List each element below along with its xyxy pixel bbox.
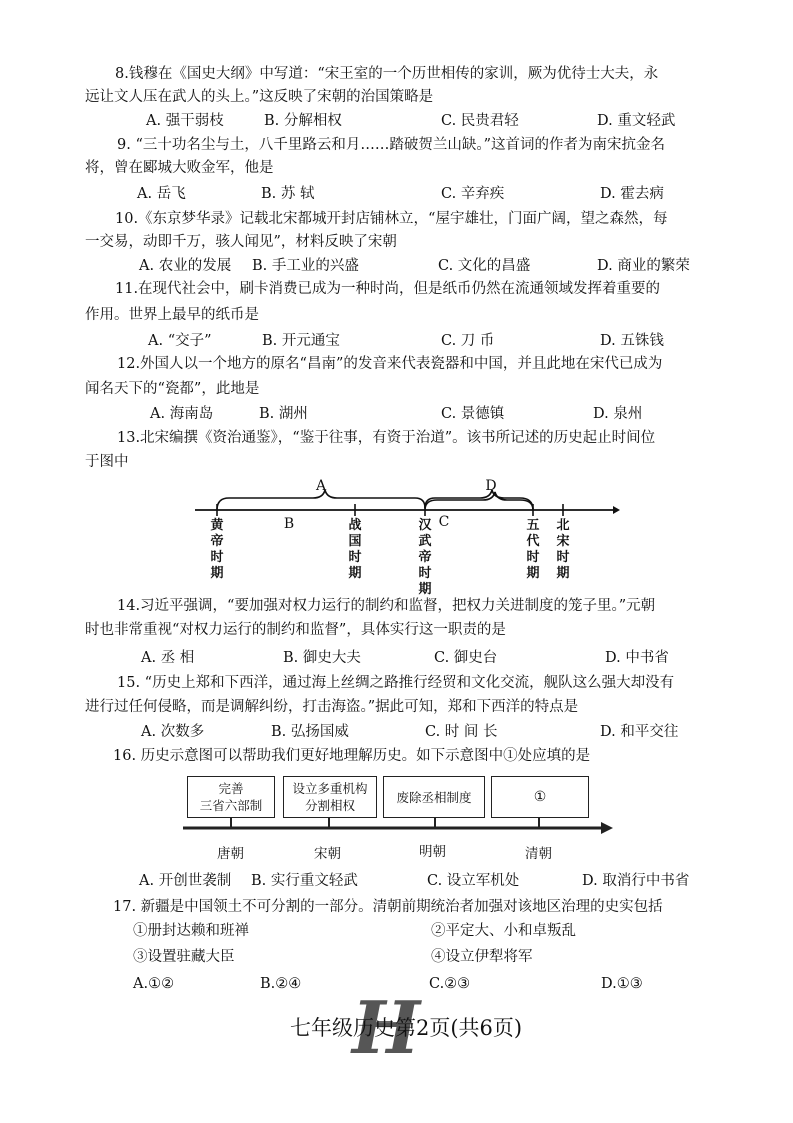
q14-option-d: D. 中书省 — [605, 650, 669, 666]
period-zhanguo: 战国时期 — [348, 518, 362, 581]
box-song-line1: 设立多重机构 — [292, 781, 368, 796]
q9-stem-line1: 9. “三十功名尘与土，八千里路云和月……踏破贺兰山缺。”这首词的作者为南宋抗金名 — [117, 137, 666, 153]
q16-option-a: A. 开创世袭制 — [139, 873, 232, 889]
dynasty-tang: 唐朝 — [217, 846, 244, 862]
box-song-line2: 分割相权 — [304, 798, 355, 813]
q17-option-d: D.①③ — [601, 976, 643, 992]
q15-option-b: B. 弘扬国威 — [271, 724, 349, 740]
q14-stem-line1: 14.习近平强调，“要加强对权力运行的制约和监督，把权力关进制度的笼子里。”元朝 — [117, 598, 656, 614]
q12-option-a: A. 海南岛 — [150, 406, 214, 422]
q17-option-a: A.①② — [133, 976, 175, 992]
box-tang — [187, 776, 275, 818]
q11-option-b: B. 开元通宝 — [262, 333, 340, 349]
q12-stem-line1: 12.外国人以一个地方的原名“昌南”的发音来代表瓷器和中国，并且此地在宋代已成为 — [117, 356, 663, 372]
q16-option-b: B. 实行重文轻武 — [251, 873, 358, 889]
box-ming — [383, 776, 485, 818]
q8-stem-line1: 8.钱穆在《国史大纲》中写道：“宋王室的一个历世相传的家训，厥为优待士大夫，永 — [115, 66, 659, 82]
q14-option-b: B. 御史大夫 — [283, 650, 361, 666]
q11-option-a: A. “交子” — [148, 333, 212, 349]
q17-item-2: ②平定大、小和卓叛乱 — [431, 923, 576, 939]
q16-option-d: D. 取消行中书省 — [582, 873, 690, 889]
q12-option-d: D. 泉州 — [593, 406, 643, 422]
q11-stem-line2: 作用。世界上最早的纸币是 — [85, 307, 259, 323]
dynasty-ming: 明朝 — [419, 844, 446, 860]
q9-option-a: A. 岳飞 — [137, 186, 186, 202]
q17-item-3: ③设置驻藏大臣 — [133, 949, 235, 965]
q16-stem-line1: 16. 历史示意图可以帮助我们更好地理解历史。如下示意图中①处应填的是 — [113, 748, 591, 764]
dynasty-song: 宋朝 — [314, 846, 341, 862]
q14-stem-line2: 时也非常重视“对权力运行的制约和监督”，具体实行这一职责的是 — [85, 622, 506, 638]
q10-stem-line2: 一交易，动即千万，骇人闻见”，材料反映了宋朝 — [85, 234, 397, 250]
q9-option-d: D. 霍去病 — [600, 186, 664, 202]
period-beisong: 北宋时期 — [556, 518, 570, 581]
segment-label-b: B — [283, 516, 295, 532]
dynasty-qing: 清朝 — [525, 846, 552, 862]
q12-option-b: B. 湖州 — [259, 406, 308, 422]
q13-stem-line1: 13.北宋编撰《资治通鉴》，“鉴于往事，有资于治道”。该书所记述的历史起止时间位 — [117, 430, 656, 446]
segment-label-c: C — [438, 514, 450, 530]
q10-stem-line1: 10.《东京梦华录》记载北宋都城开封店铺林立，“屋宇雄壮，门面广阔，望之森然，每 — [115, 211, 668, 227]
q17-item-4: ④设立伊犁将军 — [431, 949, 533, 965]
q15-option-c: C. 时 间 长 — [425, 724, 498, 740]
timeline-arrow-icon — [613, 506, 620, 514]
q10-option-b: B. 手工业的兴盛 — [252, 258, 359, 274]
q17-option-b: B.②④ — [260, 976, 302, 992]
box-tang-line1: 完善 — [218, 781, 244, 796]
q16-option-c: C. 设立军机处 — [427, 873, 520, 889]
q8-option-d: D. 重文轻武 — [597, 113, 676, 129]
q15-stem-line2: 进行过任何侵略，而是调解纠纷，打击海盗。”据此可知，郑和下西洋的特点是 — [85, 699, 579, 715]
q10-option-c: C. 文化的昌盛 — [438, 258, 531, 274]
q15-stem-line1: 15. “历史上郑和下西洋，通过海上丝绸之路推行经贸和文化交流，舰队这么强大却没有 — [117, 675, 675, 691]
dynasty-arrow-icon — [601, 822, 613, 834]
brace-d-left — [425, 492, 533, 510]
q11-option-c: C. 刀 币 — [441, 333, 495, 349]
q8-option-c: C. 民贵君轻 — [441, 113, 519, 129]
q8-stem-line2: 远让文人压在武人的头上。”这反映了宋朝的治国策略是 — [85, 89, 434, 105]
box-tang-line2: 三省六部制 — [199, 798, 263, 813]
q9-option-b: B. 苏 轼 — [261, 186, 315, 202]
page-footer: 七年级历史第2页(共6页) — [290, 1016, 523, 1040]
q12-option-c: C. 景德镇 — [441, 406, 505, 422]
q17-stem-line1: 17. 新疆是中国领土不可分割的一部分。清朝前期统治者加强对该地区治理的史实包括 — [113, 899, 663, 915]
q9-stem-line2: 将，曾在郾城大败金军，他是 — [85, 160, 274, 176]
brace-label-d: D — [485, 478, 497, 494]
watermark-logo: H — [352, 985, 421, 1070]
q8-option-b: B. 分解相权 — [264, 113, 342, 129]
q14-option-a: A. 丞 相 — [141, 650, 195, 666]
q17-item-1: ①册封达赖和班禅 — [133, 923, 249, 939]
box-qing-line1: ① — [533, 788, 547, 805]
q13-stem-line2: 于图中 — [85, 454, 129, 470]
period-hanwudi: 汉武帝时期 — [418, 518, 432, 597]
q17-option-c: C.②③ — [429, 976, 471, 992]
q10-option-d: D. 商业的繁荣 — [597, 258, 690, 274]
q9-option-c: C. 辛弃疾 — [441, 186, 505, 202]
q14-option-c: C. 御史台 — [434, 650, 498, 666]
q16-diagram — [183, 772, 613, 862]
q11-option-d: D. 五铢钱 — [600, 333, 664, 349]
q13-timeline-figure — [195, 474, 620, 597]
q15-option-d: D. 和平交往 — [600, 724, 679, 740]
q10-option-a: A. 农业的发展 — [139, 258, 232, 274]
q11-stem-line1: 11.在现代社会中，刷卡消费已成为一种时尚，但是纸币仍然在流通领域发挥着重要的 — [115, 281, 661, 297]
period-wudai: 五代时期 — [526, 518, 540, 581]
box-ming-line1: 废除丞相制度 — [396, 789, 472, 805]
q12-stem-line2: 闻名天下的“瓷都”，此地是 — [85, 381, 260, 397]
q8-option-a: A. 强干弱枝 — [146, 113, 224, 129]
period-huangdi: 黄帝时期 — [210, 518, 224, 581]
q15-option-a: A. 次数多 — [141, 724, 205, 740]
box-qing-blank — [491, 776, 589, 818]
box-song — [283, 776, 377, 818]
brace-label-a: A — [315, 478, 327, 494]
